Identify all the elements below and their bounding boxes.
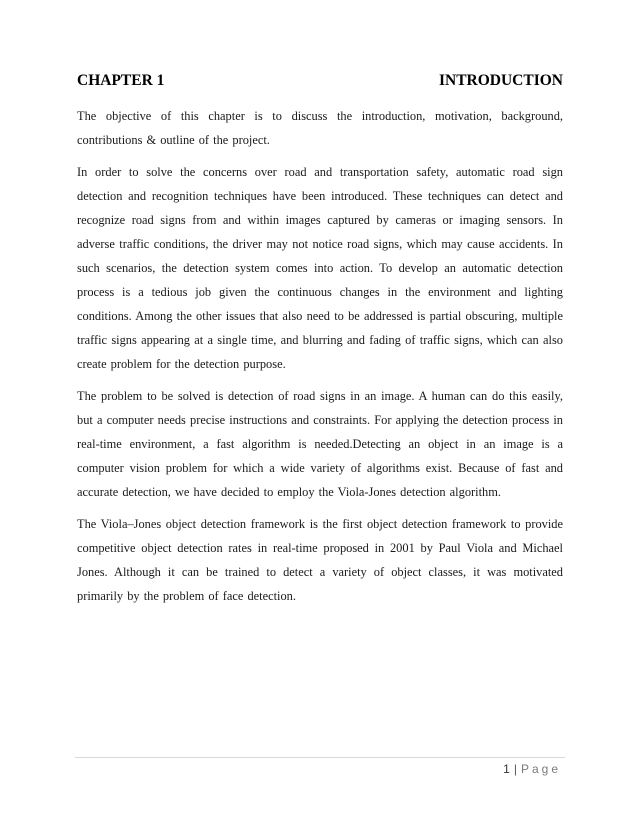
page-separator: |	[513, 762, 517, 776]
body-text	[77, 104, 563, 616]
footer-divider	[75, 757, 565, 758]
paragraph-viola-jones: The Viola–Jones object detection framework is the first object detection framework to provide competitive object detection rates in real-time proposed in 2001 by Paul Viola and Michael Jones. Although it can be trained to detect a variety of object classes, it was motivated primarily by the problem of face detection.	[77, 517, 563, 603]
paragraph-background: In order to solve the concerns over road and transportation safety, automatic road sign detection and recognition techniques have been introduced. These techniques can detect and recognize road signs from and within images captured by cameras or imaging sensors. In adverse traffic conditions, the driver may not notice road signs, which may cause accidents. In such scenarios, the detection system comes into action. To develop an automatic detection process is a tedious job given the continuous changes in the environment and lighting conditions. Among the other issues that also need to be addressed is partial obscuring, multiple traffic signs appearing at a single time, and blurring and fading of traffic signs, which can also create problem for the detection purpose.	[77, 165, 563, 371]
page-footer	[503, 762, 561, 776]
chapter-header	[77, 72, 563, 94]
paragraph-problem: The problem to be solved is detection of road signs in an image. A human can do this easily, but a computer needs precise instructions and constraints. For applying the detection process in real-time environment, a fast algorithm is needed.Detecting an object in an image is a computer vision problem for which a wide variety of algorithms exist. Because of fast and accurate detection, we have decided to employ the Viola-Jones detection algorithm.	[77, 389, 563, 499]
chapter-title: INTRODUCTION	[438, 72, 563, 89]
page-word: Page	[520, 762, 561, 776]
chapter-label: CHAPTER 1	[77, 72, 165, 89]
page-number: 1	[503, 762, 510, 776]
paragraph-objective: The objective of this chapter is to discuss the introduction, motivation, background, contributions & outline of the project.	[77, 109, 563, 147]
